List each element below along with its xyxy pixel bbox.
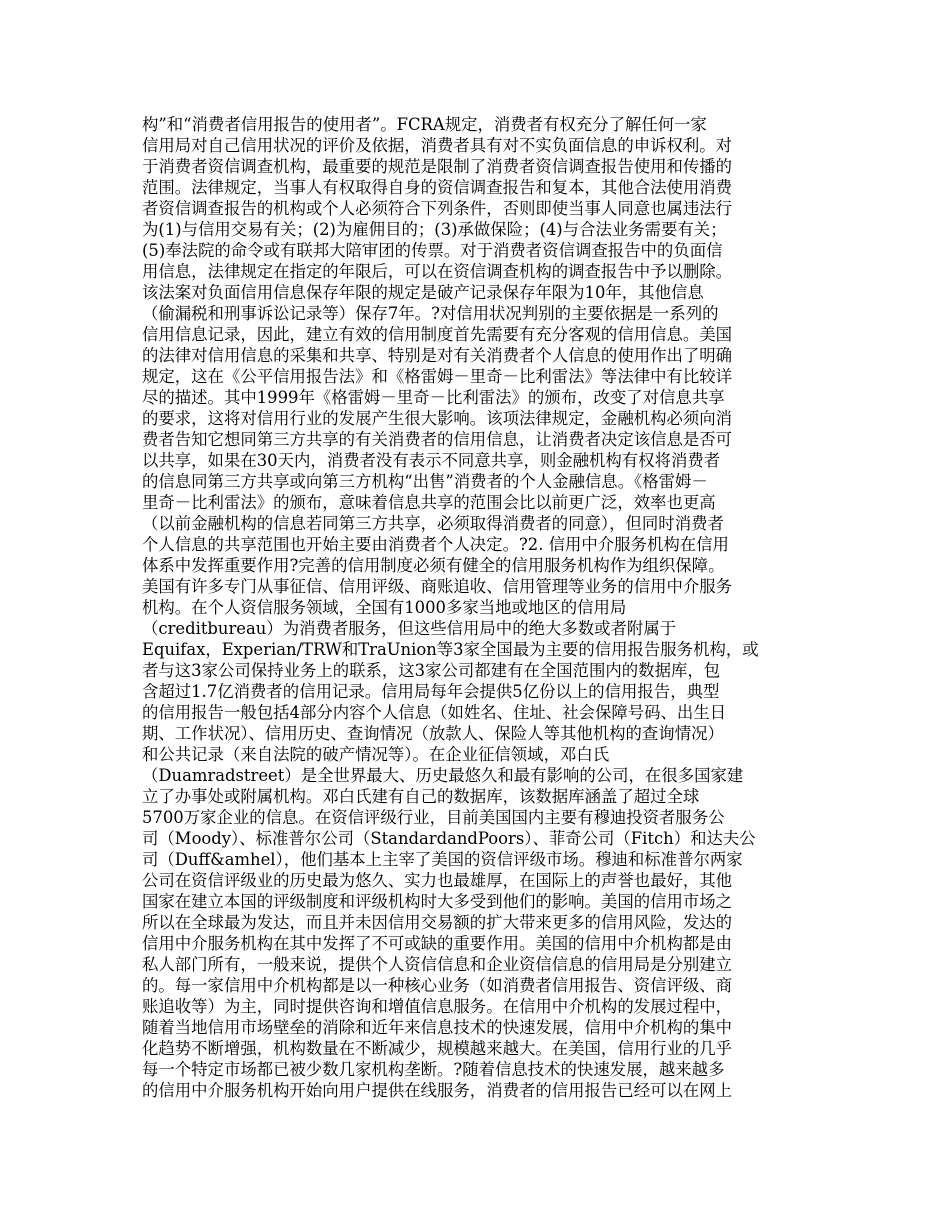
text-line: 信用局对自己信用状况的评价及依据，消费者具有对不实负面信息的申诉权利。对 (142, 136, 733, 155)
text-line: 该法案对负面信用信息保存年限的规定是破产记录保存年限为10年，其他信息 (142, 283, 704, 302)
text-line: 司（Moody）、标准普尔公司（StandardandPoors）、菲奇公司（Fitch）和达夫公 (142, 829, 756, 848)
text-line: 期、工作状况）、信用历史、查询情况（放款人、保险人等其他机构的查询情况） (142, 724, 724, 743)
text-line: 为(1)与信用交易有关；(2)为雇佣目的；(3)承做保险；(4)与合法业务需要有关； (142, 220, 727, 239)
text-line: 者资信调查报告的机构或个人必须符合下列条件，否则即使当事人同意也属违法行 (142, 199, 733, 218)
text-line: 用信息，法律规定在指定的年限后，可以在资信调查机构的调查报告中予以删除。 (142, 262, 733, 281)
text-line: 和公共记录（来自法院的破产情况等）。在企业征信领域，邓白氏 (142, 745, 610, 764)
text-line: 的要求，这将对信用行业的发展产生很大影响。该项法律规定，金融机构必须向消 (142, 409, 733, 428)
text-line: 的信用报告一般包括4部分内容个人信息（如姓名、住址、社会保障号码、出生日 (142, 703, 727, 722)
text-line: 者与这3家公司保持业务上的联系，这3家公司都建有在全国范围内的数据库，包 (142, 661, 721, 680)
text-line: 机构。在个人资信服务领域，全国有1000多家当地或地区的信用局 (142, 598, 627, 617)
text-line: 的信息同第三方共享或向第三方机构“出售”消费者的个人金融信息。《格雷姆－ (142, 472, 708, 491)
text-line: （Duamradstreet）是全世界最大、历史最悠久和最有影响的公司，在很多国家建 (142, 766, 744, 785)
text-line: （creditbureau）为消费者服务，但这些信用局中的绝大多数或者附属于 (142, 619, 677, 638)
text-line: 每一个特定市场都已被少数几家机构垄断。?随着信息技术的快速发展，越来越多 (142, 1060, 725, 1079)
text-line: 个人信息的共享范围也开始主要由消费者个人决定。?2. 信用中介服务机构在信用 (142, 535, 729, 554)
text-line: 国家在建立本国的评级制度和评级机构时大多受到他们的影响。美国的信用市场之 (142, 892, 733, 911)
text-line: 的信用中介服务机构开始向用户提供在线服务，消费者的信用报告已经可以在网上 (142, 1081, 733, 1100)
text-line: 信用中介服务机构在其中发挥了不可或缺的重要作用。美国的信用中介机构都是由 (142, 934, 733, 953)
text-line: 5700万家企业的信息。在资信评级行业，目前美国国内主要有穆迪投资者服务公 (142, 808, 725, 827)
text-line: 公司在资信评级业的历史最为悠久、实力也最雄厚，在国际上的声誉也最好，其他 (142, 871, 733, 890)
text-line: 的法律对信用信息的采集和共享、特别是对有关消费者个人信息的使用作出了明确 (142, 346, 733, 365)
text-line: 规定，这在《公平信用报告法》和《格雷姆－里奇－比利雷法》等法律中有比较详 (142, 367, 733, 386)
text-line: Equifax，Experian/TRW和TraUnion等3家全国最为主要的信用报告服务机构，或 (142, 640, 759, 659)
body-text (142, 114, 812, 1101)
text-line: 化趋势不断增强，机构数量在不断减少，规模越来越大。在美国，信用行业的几乎 (142, 1039, 733, 1058)
text-line: 立了办事处或附属机构。邓白氏建有自己的数据库，该数据库涵盖了超过全球 (142, 787, 700, 806)
text-line: 费者告知它想同第三方共享的有关消费者的信用信息，让消费者决定该信息是否可 (142, 430, 733, 449)
text-line: 以共享，如果在30天内，消费者没有表示不同意共享，则金融机构有权将消费者 (142, 451, 721, 470)
text-line: 里奇－比利雷法》的颁布，意味着信息共享的范围会比以前更广泛，效率也更高 (142, 493, 716, 512)
text-line: 所以在全球最为发达，而且并未因信用交易额的扩大带来更多的信用风险，发达的 (142, 913, 733, 932)
text-line: 范围。法律规定，当事人有权取得自身的资信调查报告和复本，其他合法使用消费 (142, 178, 733, 197)
text-line: 美国有许多专门从事征信、信用评级、商账追收、信用管理等业务的信用中介服务 (142, 577, 733, 596)
text-line: 含超过1.7亿消费者的信用记录。信用局每年会提供5亿份以上的信用报告，典型 (142, 682, 720, 701)
text-line: 的。每一家信用中介机构都是以一种核心业务（如消费者信用报告、资信评级、商 (142, 976, 733, 995)
text-line: 司（Duff&amhel），他们基本上主宰了美国的资信评级市场。穆迪和标准普尔两家 (142, 850, 743, 869)
text-line: 账追收等）为主，同时提供咨询和增值信息服务。在信用中介机构的发展过程中， (142, 997, 733, 1016)
text-line: 于消费者资信调查机构，最重要的规范是限制了消费者资信调查报告使用和传播的 (142, 157, 733, 176)
text-line: 构”和“消费者信用报告的使用者”。FCRA规定，消费者有权充分了解任何一家 (142, 115, 707, 134)
text-line: 随着当地信用市场壁垒的消除和近年来信息技术的快速发展，信用中介机构的集中 (142, 1018, 733, 1037)
text-line: （以前金融机构的信息若同第三方共享，必须取得消费者的同意），但同时消费者 (142, 514, 724, 533)
text-line: 信用信息记录，因此，建立有效的信用制度首先需要有充分客观的信用信息。美国 (142, 325, 733, 344)
text-line: 尽的描述。其中1999年《格雷姆－里奇－比利雷法》的颁布，改变了对信息共享 (142, 388, 725, 407)
text-line: (5)奉法院的命令或有联邦大陪审团的传票。对于消费者资信调查报告中的负面信 (142, 241, 723, 260)
text-line: （偷漏税和刑事诉讼记录等）保存7年。?对信用状况判别的主要依据是一系列的 (142, 304, 719, 323)
text-line: 体系中发挥重要作用?完善的信用制度必须有健全的信用服务机构作为组织保障。 (142, 556, 725, 575)
text-line: 私人部门所有，一般来说，提供个人资信信息和企业资信信息的信用局是分别建立 (142, 955, 733, 974)
